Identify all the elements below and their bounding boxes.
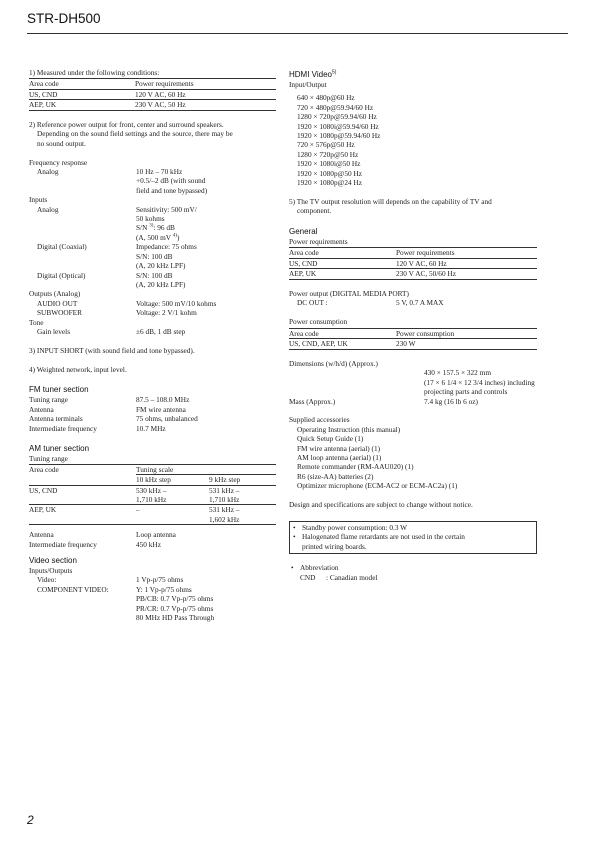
list-item: 1280 × 720p@59.94/60 Hz: [297, 112, 377, 122]
list-item: Tuning range 87.5 – 108.0 MHz: [29, 395, 190, 405]
fm-section-title: FM tuner section: [29, 385, 89, 395]
design-note: Design and specifications are subject to change without notice.: [289, 499, 473, 509]
table-row: US, CND, AEP, UK 230 W: [289, 339, 537, 349]
right-column: HDMI Video$^{5)}$ Input/Output 640 × 480p@60 Hz 720 × 480p@59.94/60 Hz 1280 × 720p@59.94/60 Hz 1920 × 1080i@59.94/60 Hz 1920 × 1080p@59.94/60 Hz 720 × 576p@50 Hz 1280 × 720p@50 Hz 1920 × 1080i@50 Hz 1920 × 1080p@50 Hz 1920 × 1080p@24 Hz 5) The TV output resolution will depends on the capability of TV and component. General Power requirements Area code Power requirements US, CND 120 V AC, 60 Hz AEP, UK 230 V AC, 50/60 Hz Power output (DIGITAL MEDIA PORT) DC OUT : 5 V, 0.7 A MAX Power consumption Area code Power consumption US, CND, AEP, UK 230 W Dimensions (w/h/d) (Approx.) 430 × 157.5 × 322 mm (17 × 6 1/4 × 12 3/4 inches) including projecting parts and controls Mass (Approx.) 7.4 kg (16 lb 6 oz) Supplied accessories Operating Instruction (this manual) Quick Setup Guide (1) FM wire antenna (aerial) (1) AM loop antenna (aerial) (1) Remote commander (RM-AAU020) (1) R6 (size-AA) batteries (2) Optimizer microphone (ECM-AC2 or ECM-AC2a) (1) Design and specifications are subject to change without notice. • Standby power consumption: 0.3 W • Halogenated flame retardants are not used in the certain printed wiring boards. • Abbreviation CND : Canadian model: [289, 68, 537, 582]
am-tuning-table: [29, 464, 276, 525]
bullet-icon: •: [291, 563, 294, 573]
list-item: • Standby power consumption: 0.3 W: [293, 522, 408, 532]
table-row: 10 kHz step 9 kHz step: [29, 475, 276, 485]
table-row: Area code Power consumption: [289, 328, 537, 338]
table-row: US, CND 530 kHz – 1,710 kHz 531 kHz – 1,710 kHz: [29, 485, 276, 505]
list-item: 1920 × 1080i@50 Hz: [297, 159, 361, 169]
note-4: 4) Weighted network, input level.: [29, 364, 127, 374]
bullet-icon: •: [293, 522, 296, 532]
table-row: AEP, UK 230 V AC, 50 Hz: [29, 100, 276, 110]
power-requirements-table: [289, 247, 537, 279]
bullet-icon: •: [293, 532, 296, 542]
table-row: US, CND 120 V AC, 60 Hz: [289, 258, 537, 268]
table-row: Area code Power requirements: [289, 248, 537, 258]
note-3: 3) INPUT SHORT (with sound field and tone bypassed).: [29, 345, 195, 355]
list-item: 1920 × 1080p@50 Hz: [297, 168, 362, 178]
table-row: US, CND 120 V AC, 60 Hz: [29, 89, 276, 99]
list-item: Intermediate frequency 10.7 MHz: [29, 423, 166, 433]
measurement-table: [29, 78, 276, 110]
list-item: Antenna Loop antenna: [29, 530, 176, 540]
table-row: AEP, UK – 531 kHz – 1,602 kHz: [29, 505, 276, 525]
list-item: Antenna terminals 75 ohms, unbalanced: [29, 414, 198, 424]
header-rule: [27, 33, 568, 34]
hdmi-section-title: HDMI Video$^{5)}$: [289, 69, 337, 79]
list-item: 720 × 480p@59.94/60 Hz: [297, 102, 374, 112]
list-item: Intermediate frequency 450 kHz: [29, 539, 161, 549]
accessories-title: Supplied accessories: [289, 415, 350, 425]
list-item: AM loop antenna (aerial) (1): [297, 452, 382, 462]
fm-spec-list: [29, 395, 276, 433]
environment-note-box: • Standby power consumption: 0.3 W • Halogenated flame retardants are not used in the certain printed wiring boards.: [289, 521, 537, 554]
power-consumption-table: [289, 328, 537, 350]
table-row: Area code Tuning scale: [29, 464, 276, 474]
list-item: 1920 × 1080i@59.94/60 Hz: [297, 121, 379, 131]
table-row: Area code Power requirements: [29, 79, 276, 89]
document-title: STR-DH500: [27, 11, 101, 26]
list-item: • Halogenated flame retardants are not used in the certain: [293, 532, 465, 542]
list-item: Optimizer microphone (ECM-AC2 or ECM-AC2a) (1): [297, 481, 458, 491]
list-item: 1920 × 1080p@59.94/60 Hz: [297, 131, 381, 141]
list-item: FM wire antenna (aerial) (1): [297, 443, 381, 453]
abbreviation-title: • Abbreviation: [291, 563, 339, 573]
general-section-title: General: [289, 227, 318, 237]
note-1: 1) Measured under the following conditions:: [29, 68, 160, 77]
video-section-title: Video section: [29, 556, 77, 565]
list-item: Antenna FM wire antenna: [29, 404, 186, 414]
list-item: R6 (size-AA) batteries (2): [297, 471, 374, 481]
left-column: 1) Measured under the following conditions: Area code Power requirements US, CND 120 V AC, 60 Hz AEP, UK 230 V AC, 50 Hz 2) Reference power output for front, center and surround speakers. Depending on the sound field settings and the source, there may be no sound output. Frequency response Analog 10 Hz – 70 kHz +0.5/–2 dB (with sound field and tone bypassed) Inputs Analog Sensitivity: 500 mV/ 50 kohms S/N $^{3)}$: 96 dB (A, 500 mV $^{4)}$) Digital (Coaxial) Impedance: 75 ohms S/N: 100 dB (A, 20 kHz LPF) Digital (Optical) S/N: 100 dB (A, 20 kHz LPF) Outputs (Analog) AUDIO OUT Voltage: 500 mV/10 kohms SUBWOOFER Voltage: 2 V/1 kohm Tone Gain levels ±6 dB, 1 dB step 3) INPUT SHORT (with sound field and tone bypassed). 4) Weighted network, input level. FM tuner section Tuning range 87.5 – 108.0 MHz Antenna FM wire antenna Antenna terminals 75 ohms, unbalanced Intermediate frequency 10.7 MHz AM tuner section Tuning range Area code Tuning scale 10 kHz step 9 kHz step US, CND 530 kHz – 1,710 kHz 531 kHz – 1,710 kHz AEP, UK – 531 kHz – 1,602 kHz Antenna Loop antenna Intermediate frequency 450 kHz Video section Inputs/Outputs Video: 1 Vp-p/75 ohms COMPONENT VIDEO: Y: 1 Vp-p/75 ohms PB/CB: 0.7 Vp-p/75 ohms PR/CR: 0.7 Vp-p/75 ohms 80 MHz HD Pass Through: [29, 68, 276, 622]
am-section-title: AM tuner section: [29, 444, 90, 454]
table-row: AEP, UK 230 V AC, 50/60 Hz: [289, 269, 537, 279]
list-item: Quick Setup Guide (1): [297, 434, 364, 444]
list-item: 720 × 576p@50 Hz: [297, 140, 355, 150]
list-item: 640 × 480p@60 Hz: [297, 93, 355, 103]
list-item: Remote commander (RM-AAU020) (1): [297, 462, 414, 472]
list-item: 1280 × 720p@50 Hz: [297, 149, 359, 159]
abbreviation-entry: CND : Canadian model: [300, 572, 378, 582]
list-item: 1920 × 1080p@24 Hz: [297, 178, 362, 188]
spec-list: Frequency response Analog 10 Hz – 70 kHz +0.5/–2 dB (with sound field and tone bypassed) Inputs Analog Sensitivity: 500 mV/ 50 kohms S/N $^{3)}$: 96 dB (A, 500 mV $^{4)}$) Digital (Coaxial) Impedance: 75 ohms S/N: 100 dB (A, 20 kHz LPF) Digital (Optical) S/N: 100 dB (A, 20 kHz LPF) Outputs (Analog) AUDIO OUT Voltage: 500 mV/10 kohms SUBWOOFER Voltage: 2 V/1 kohm Tone Gain levels ±6 dB, 1 dB step: [29, 157, 217, 336]
list-item: Operating Instruction (this manual): [297, 424, 401, 434]
note-5: 5) The TV output resolution will depends on the capability of TV and: [289, 196, 492, 206]
hdmi-format-list: [289, 93, 537, 187]
page-number: 2: [27, 813, 34, 827]
accessories-list: [289, 425, 537, 491]
note-2: 2) Reference power output for front, center and surround speakers.: [29, 120, 224, 130]
